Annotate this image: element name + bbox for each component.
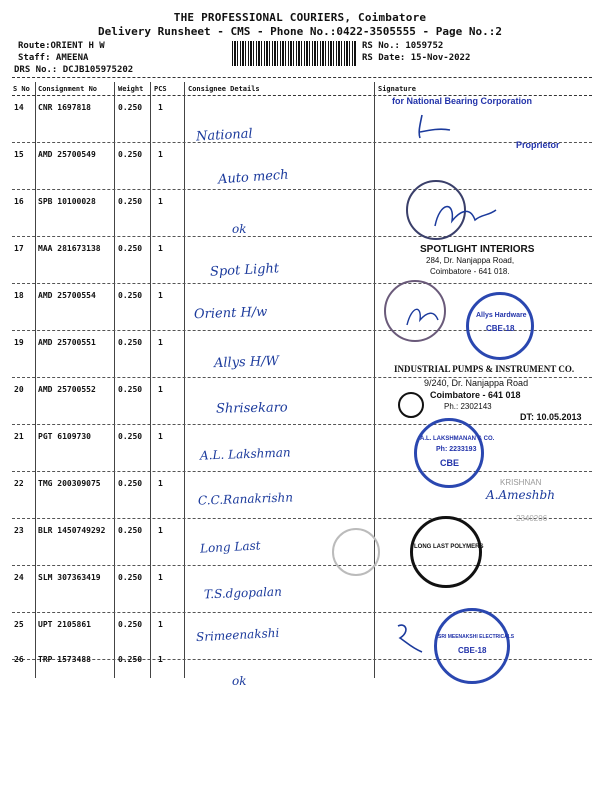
faded-stamp-phone: 2340206	[516, 514, 548, 523]
meenakshi-seal-text: SRI MEENAKSHI ELECTRICALS	[438, 634, 515, 640]
row-consignment-no: AMD 25700554	[38, 291, 96, 300]
table-row	[0, 566, 600, 613]
row-sno: 20	[14, 385, 24, 394]
row-pcs: 1	[158, 573, 163, 582]
row-pcs: 1	[158, 244, 163, 253]
long-last-seal-text: LONG LAST POLYMERS	[414, 544, 484, 550]
row-sno: 23	[14, 526, 24, 535]
row-weight: 0.250	[118, 655, 143, 664]
al-lakshmanan-seal-phone: Ph: 2233193	[436, 446, 477, 453]
row-pcs: 1	[158, 103, 163, 112]
table-row	[0, 519, 600, 566]
row-weight: 0.250	[118, 620, 143, 629]
row-consignment-no: AMD 25700551	[38, 338, 96, 347]
handwritten-consignee: Shrisekaro	[215, 400, 288, 417]
row-weight: 0.250	[118, 338, 143, 347]
row-consignment-no: SPB 10100028	[38, 197, 96, 206]
proprietor-stamp: Proprietor	[516, 140, 560, 150]
col-header-consignee: Consignee Details	[188, 85, 260, 93]
route-label: Route:ORIENT H W	[18, 41, 105, 51]
row-sno: 22	[14, 479, 24, 488]
staff-label: Staff: AMEENA	[18, 53, 89, 63]
row-consignment-no: CNR 1697818	[38, 103, 91, 112]
long-last-polymers-seal	[410, 516, 482, 588]
signature-mark	[392, 618, 428, 658]
handwritten-consignee: Auto mech	[217, 167, 290, 188]
row-weight: 0.250	[118, 479, 143, 488]
row-sno: 18	[14, 291, 24, 300]
row-pcs: 1	[158, 150, 163, 159]
page-title: THE PROFESSIONAL COURIERS, Coimbatore	[173, 11, 427, 24]
row-consignment-no: AMD 25700552	[38, 385, 96, 394]
row-pcs: 1	[158, 620, 163, 629]
row-sno: 24	[14, 573, 24, 582]
drs-number: DRS No.: DCJB105975202	[14, 65, 134, 75]
row-sno: 21	[14, 432, 24, 441]
row-sno: 14	[14, 103, 24, 112]
handwritten-consignee: ok	[232, 222, 247, 236]
allys-seal-code: CBE-18	[486, 324, 515, 333]
header-divider	[12, 77, 592, 78]
col-header-pcs: PCS	[154, 85, 167, 93]
row-weight: 0.250	[118, 526, 143, 535]
row-consignment-no: PGT 6109730	[38, 432, 91, 441]
table-row	[0, 648, 600, 695]
handwritten-consignee: A.L. Lakshman	[199, 445, 291, 463]
row-pcs: 1	[158, 291, 163, 300]
al-lakshmanan-seal-text: A.L. LAKSHMANAN & CO.	[420, 436, 495, 442]
handwritten-consignee: Allys H/W	[213, 353, 280, 372]
allys-seal-text: Allys Hardware	[476, 312, 527, 319]
industrial-stamp-address: 9/240, Dr. Nanjappa Road	[424, 378, 529, 388]
row-weight: 0.250	[118, 291, 143, 300]
signature-mark	[402, 300, 442, 330]
industrial-stamp-city: Coimbatore - 641 018	[430, 390, 521, 400]
rs-date: RS Date: 15-Nov-2022	[362, 53, 471, 63]
col-header-consignment: Consignment No	[38, 85, 98, 93]
handwritten-consignee: Spot Light	[209, 261, 280, 280]
col-header-signature: Signature	[378, 85, 416, 93]
company-logo-icon	[398, 392, 424, 418]
row-consignment-no: BLR 1450749292	[38, 526, 106, 535]
row-pcs: 1	[158, 432, 163, 441]
national-bearing-stamp: for National Bearing Corporation	[392, 96, 533, 106]
row-pcs: 1	[158, 526, 163, 535]
row-pcs: 1	[158, 197, 163, 206]
col-header-sno: S No	[13, 85, 30, 93]
row-consignment-no: TMG 200309075	[38, 479, 101, 488]
handwritten-consignee: ok	[232, 674, 247, 688]
handwritten-consignee: National	[195, 126, 253, 145]
handwritten-consignee: T.S.dgopalan	[203, 584, 283, 602]
row-consignment-no: TRP 1573488	[38, 655, 91, 664]
table-row	[0, 143, 600, 190]
row-pcs: 1	[158, 655, 163, 664]
row-weight: 0.250	[118, 385, 143, 394]
signature-mark	[430, 196, 500, 236]
industrial-stamp-phone: Ph.: 2302143	[444, 402, 492, 411]
faded-seal	[332, 528, 380, 576]
row-weight: 0.250	[118, 432, 143, 441]
handwritten-consignee: Srimeenakshi	[195, 625, 280, 645]
handwritten-consignee: C.C.Ranakrishn	[197, 490, 294, 508]
industrial-pumps-stamp: INDUSTRIAL PUMPS & INSTRUMENT CO.	[394, 364, 575, 374]
rs-number: RS No.: 1059752	[362, 41, 444, 51]
row-weight: 0.250	[118, 244, 143, 253]
handwritten-consignee: Long Last	[199, 538, 261, 556]
table-row	[0, 190, 600, 237]
meenakshi-seal-code: CBE-18	[458, 646, 487, 655]
row-consignment-no: AMD 25700549	[38, 150, 96, 159]
row-weight: 0.250	[118, 150, 143, 159]
row-consignment-no: SLM 307363419	[38, 573, 101, 582]
col-header-weight: Weight	[118, 85, 144, 93]
row-sno: 15	[14, 150, 24, 159]
table-row	[0, 425, 600, 472]
row-sno: 16	[14, 197, 24, 206]
handwritten-signature: A.Ameshbh	[486, 488, 555, 502]
row-sno: 26	[14, 655, 24, 664]
spotlight-stamp-address: 284, Dr. Nanjappa Road,	[426, 256, 515, 265]
handwritten-consignee: Orient H/w	[193, 304, 268, 323]
row-consignment-no: UPT 2105861	[38, 620, 91, 629]
row-weight: 0.250	[118, 197, 143, 206]
row-sno: 25	[14, 620, 24, 629]
row-weight: 0.250	[118, 103, 143, 112]
barcode-image	[232, 41, 356, 66]
row-weight: 0.250	[118, 573, 143, 582]
signature-mark	[412, 110, 452, 140]
spotlight-stamp-city: Coimbatore - 641 018.	[430, 267, 510, 276]
industrial-stamp-date: DT: 10.05.2013	[520, 412, 582, 422]
page-subtitle: Delivery Runsheet - CMS - Phone No.:0422-3505555 - Page No.:2	[98, 25, 502, 38]
row-sno: 17	[14, 244, 24, 253]
row-pcs: 1	[158, 338, 163, 347]
faded-stamp-name: KRISHNAN	[500, 478, 542, 487]
al-lakshmanan-seal	[414, 418, 484, 488]
row-sno: 19	[14, 338, 24, 347]
al-lakshmanan-seal-city: CBE	[440, 458, 460, 468]
row-pcs: 1	[158, 479, 163, 488]
row-pcs: 1	[158, 385, 163, 394]
row-consignment-no: MAA 281673138	[38, 244, 101, 253]
spotlight-stamp: SPOTLIGHT INTERIORS	[420, 244, 535, 255]
